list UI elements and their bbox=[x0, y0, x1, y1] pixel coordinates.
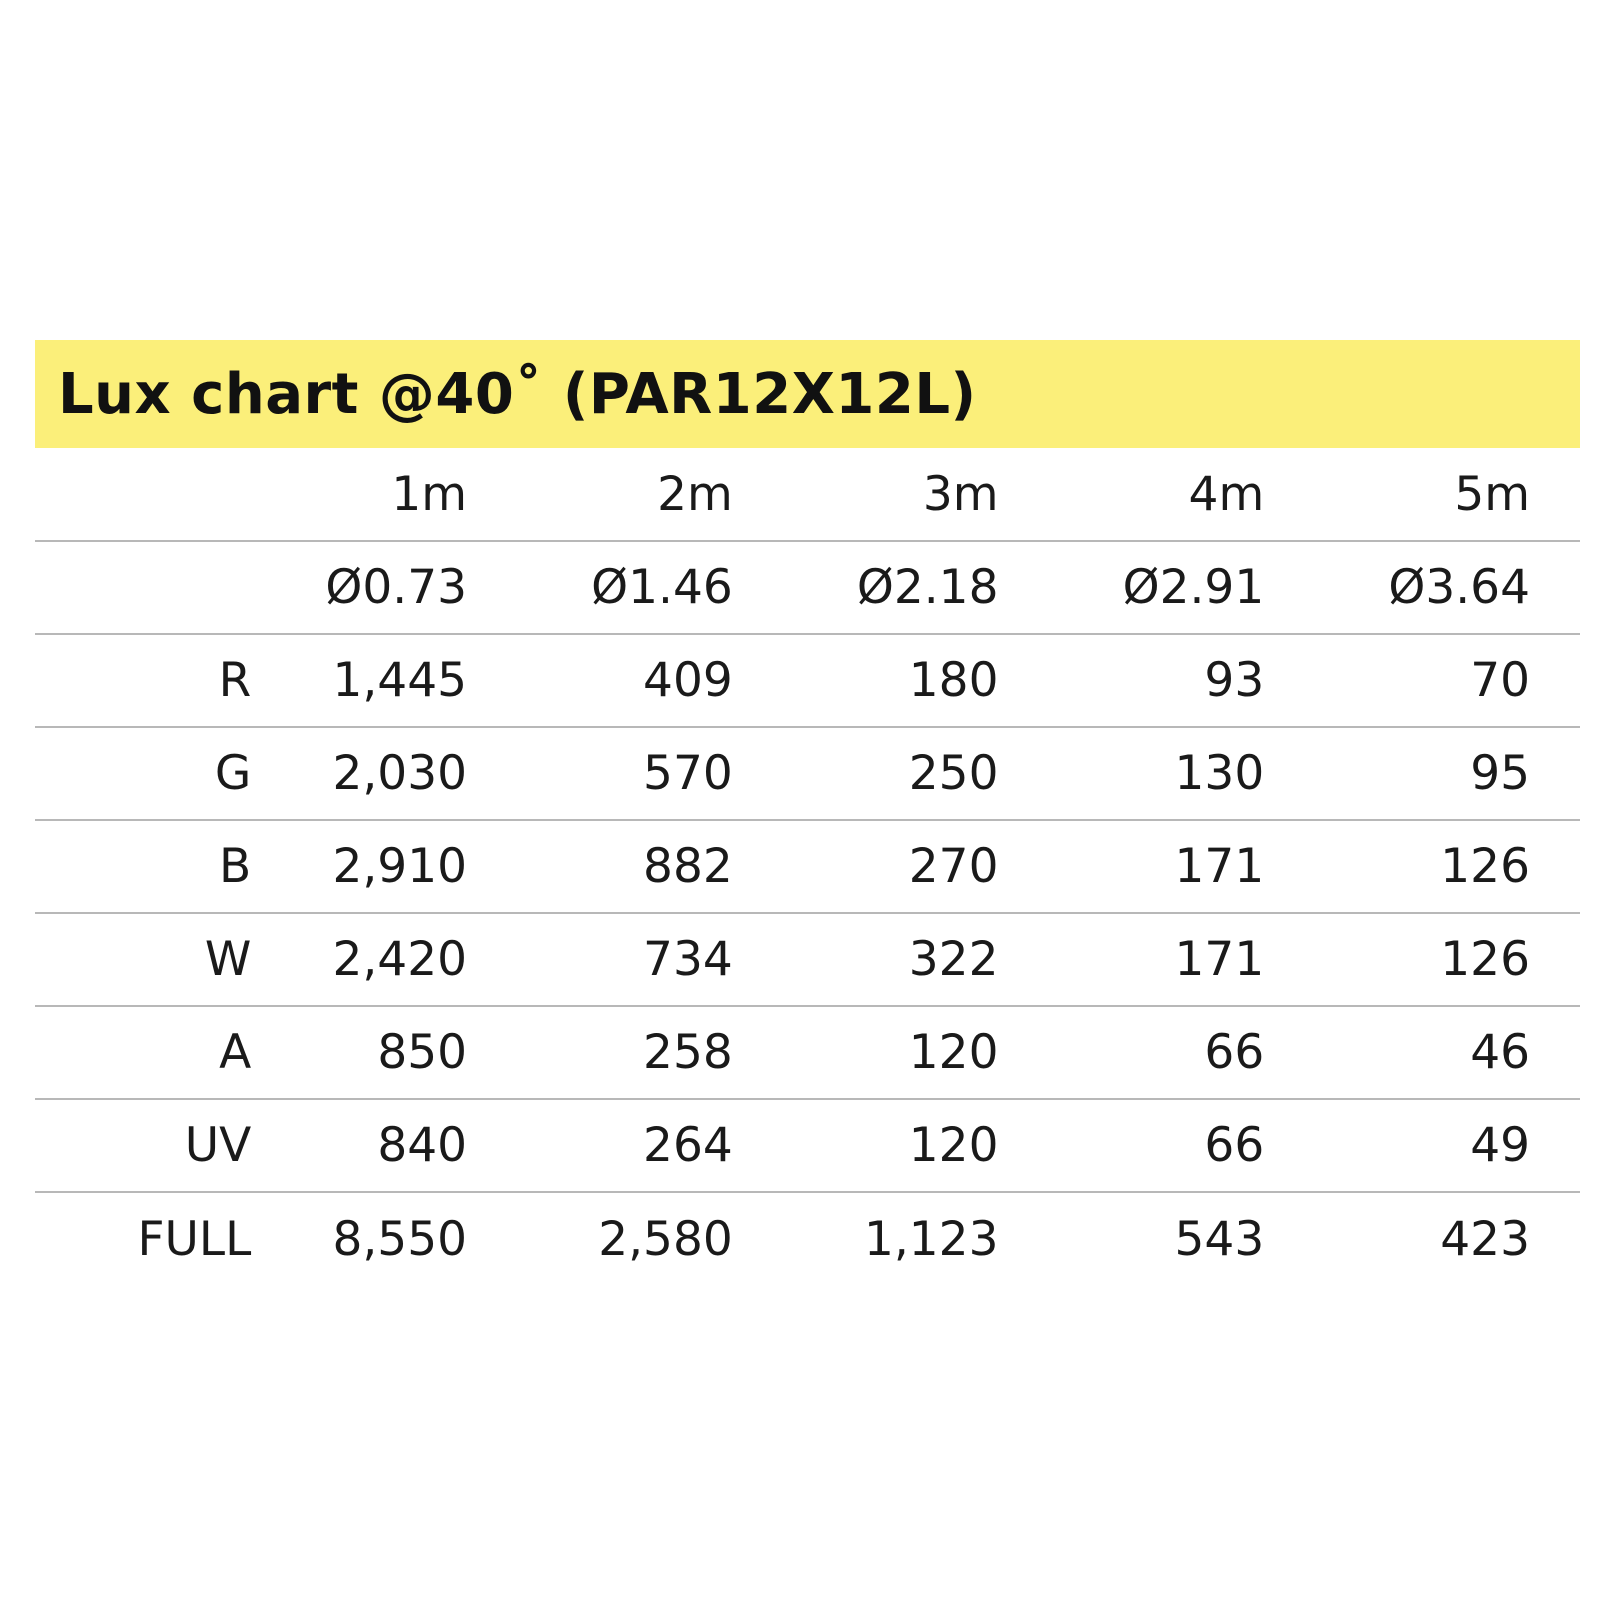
lux-value-cell: 258 bbox=[517, 1006, 783, 1099]
lux-chart bbox=[35, 340, 1580, 1285]
lux-value-cell: 840 bbox=[251, 1099, 517, 1192]
lux-value-cell: 250 bbox=[783, 727, 1049, 820]
lux-value-cell: 882 bbox=[517, 820, 783, 913]
lux-value-cell: 126 bbox=[1314, 820, 1580, 913]
row-label: FULL bbox=[137, 1211, 252, 1267]
column-header: 1m bbox=[251, 448, 517, 541]
lux-value-cell: 2,030 bbox=[251, 727, 517, 820]
table-row bbox=[35, 727, 1580, 820]
lux-value-cell: 570 bbox=[517, 727, 783, 820]
lux-value-cell: 2,420 bbox=[251, 913, 517, 1006]
column-header: 3m bbox=[783, 448, 1049, 541]
lux-value-cell: 8,550 bbox=[332, 1211, 468, 1267]
row-label bbox=[35, 541, 251, 634]
beam-diameter-cell: Ø2.18 bbox=[783, 541, 1049, 634]
lux-value-cell: 66 bbox=[1049, 1099, 1315, 1192]
lux-value-cell: 95 bbox=[1314, 727, 1580, 820]
lux-value-cell: 70 bbox=[1314, 634, 1580, 727]
lux-value-cell: 171 bbox=[1049, 913, 1315, 1006]
header-corner-cell bbox=[35, 448, 251, 541]
lux-value-cell: 270 bbox=[783, 820, 1049, 913]
beam-diameter-cell: Ø3.64 bbox=[1314, 541, 1580, 634]
row-label: A bbox=[35, 1006, 251, 1099]
lux-value-cell: 423 bbox=[1440, 1211, 1530, 1267]
table-row bbox=[35, 820, 1580, 913]
lux-value-cell: 1,445 bbox=[251, 634, 517, 727]
lux-value-cell: 2,910 bbox=[251, 820, 517, 913]
lux-value-cell: 409 bbox=[517, 634, 783, 727]
row-label: G bbox=[35, 727, 251, 820]
table-row bbox=[35, 634, 1580, 727]
table-body bbox=[35, 448, 1580, 1285]
chart-title: Lux chart @40˚ (PAR12X12L) bbox=[58, 361, 977, 427]
beam-diameter-cell: Ø1.46 bbox=[517, 541, 783, 634]
lux-value-cell: 66 bbox=[1049, 1006, 1315, 1099]
table-row bbox=[35, 1006, 1580, 1099]
lux-value-cell: 264 bbox=[517, 1099, 783, 1192]
lux-value-cell: 120 bbox=[783, 1099, 1049, 1192]
lux-value-cell: 1,123 bbox=[863, 1211, 999, 1267]
lux-value-cell: 734 bbox=[517, 913, 783, 1006]
row-label: R bbox=[35, 634, 251, 727]
lux-value-cell: 543 bbox=[1174, 1211, 1265, 1267]
lux-value-cell: 46 bbox=[1314, 1006, 1580, 1099]
lux-value-cell: 171 bbox=[1049, 820, 1315, 913]
column-header: 5m bbox=[1314, 448, 1580, 541]
table-row bbox=[35, 1192, 1580, 1285]
lux-value-cell: 126 bbox=[1314, 913, 1580, 1006]
beam-diameter-cell: Ø0.73 bbox=[251, 541, 517, 634]
column-header: 4m bbox=[1049, 448, 1315, 541]
row-label: UV bbox=[35, 1099, 251, 1192]
table-row bbox=[35, 1099, 1580, 1192]
lux-value-cell: 93 bbox=[1049, 634, 1315, 727]
title-bar bbox=[35, 340, 1580, 448]
beam-diameter-row bbox=[35, 541, 1580, 634]
beam-diameter-cell: Ø2.91 bbox=[1049, 541, 1315, 634]
header-row bbox=[35, 448, 1580, 541]
lux-value-cell: 180 bbox=[783, 634, 1049, 727]
lux-value-cell: 130 bbox=[1049, 727, 1315, 820]
lux-value-cell: 120 bbox=[783, 1006, 1049, 1099]
lux-table bbox=[35, 448, 1580, 1285]
row-label: W bbox=[35, 913, 251, 1006]
lux-value-cell: 322 bbox=[783, 913, 1049, 1006]
lux-value-cell: 850 bbox=[251, 1006, 517, 1099]
row-label: B bbox=[35, 820, 251, 913]
column-header: 2m bbox=[517, 448, 783, 541]
lux-value-cell: 49 bbox=[1314, 1099, 1580, 1192]
lux-value-cell: 2,580 bbox=[598, 1211, 733, 1267]
table-row bbox=[35, 913, 1580, 1006]
